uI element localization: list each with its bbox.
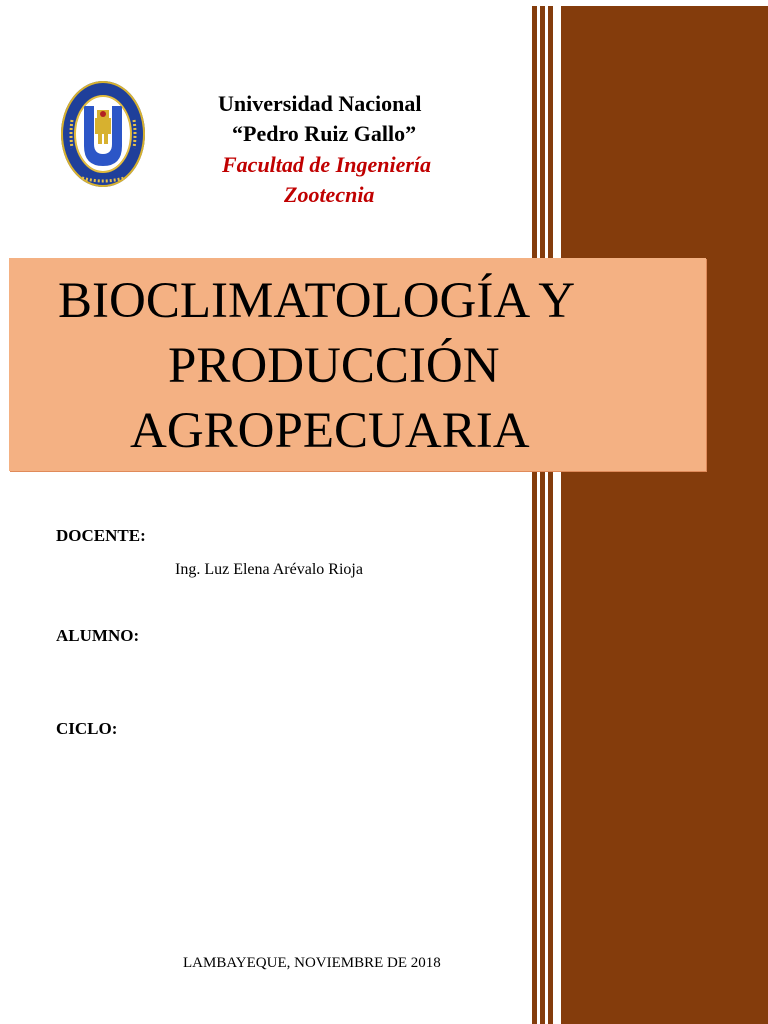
- decorative-stripe: [540, 6, 545, 1024]
- course-title-line-1: BIOCLIMATOLOGÍA Y: [58, 273, 576, 329]
- university-name: Universidad Nacional: [218, 91, 422, 116]
- alumno-label: ALUMNO:: [56, 626, 140, 645]
- decorative-band: [561, 6, 768, 1024]
- faculty-name: Facultad de Ingeniería: [222, 152, 432, 177]
- course-title-line-3: AGROPECUARIA: [130, 403, 530, 459]
- docente-label: DOCENTE:: [56, 526, 146, 545]
- course-title-line-2: PRODUCCIÓN: [168, 338, 500, 394]
- docente-value: Ing. Luz Elena Arévalo Rioja: [175, 561, 363, 578]
- faculty-department: Zootecnia: [284, 182, 375, 207]
- decorative-stripe: [548, 6, 553, 1024]
- ciclo-label: CICLO:: [56, 719, 118, 738]
- decorative-stripe: [532, 6, 537, 1024]
- university-subname: “Pedro Ruiz Gallo”: [232, 121, 417, 146]
- university-seal-logo: [60, 80, 146, 188]
- place-date-footer: LAMBAYEQUE, NOVIEMBRE DE 2018: [183, 955, 441, 971]
